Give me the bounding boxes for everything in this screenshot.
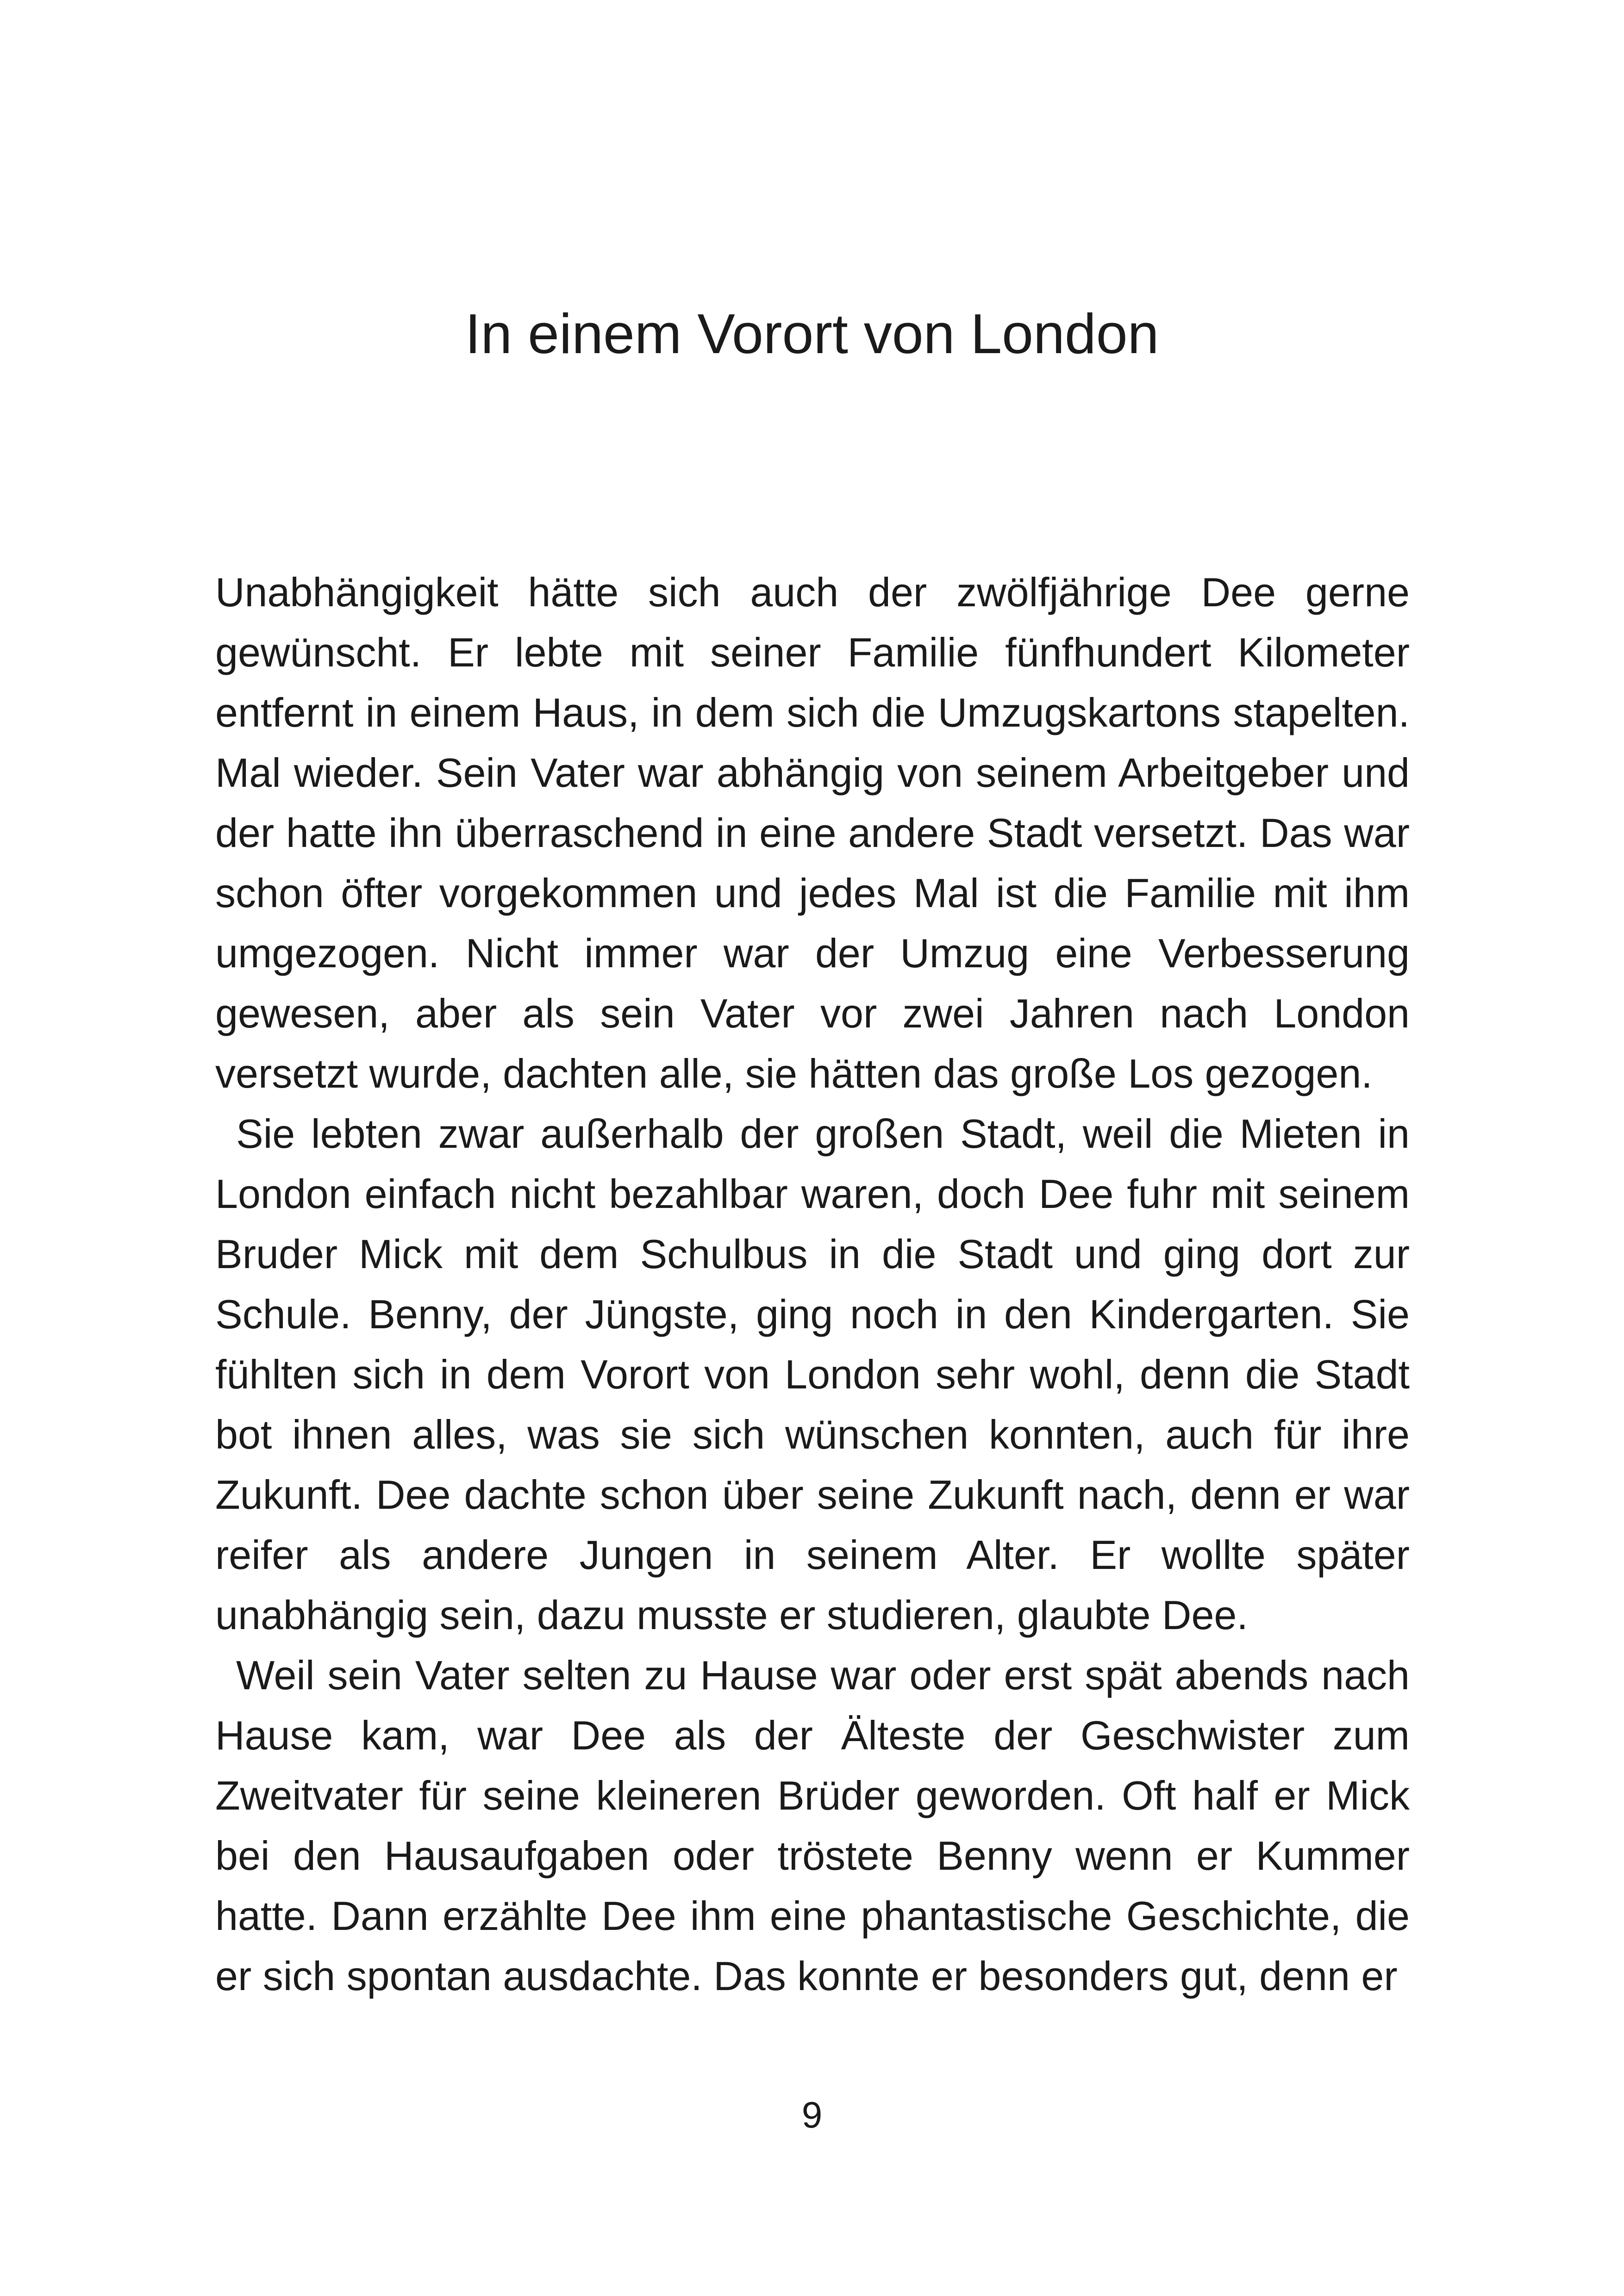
paragraph-1: Unabhängigkeit hätte sich auch der zwölfjährige Dee gerne gewünscht. Er lebte mit seiner Familie fünfhundert Kilometer entfernt in einem Haus, in dem sich die Umzugskartons stapelten. Mal wieder. Sein Vater war abhängig von seinem Arbeitgeber und der hatte ihn überraschend in eine andere Stadt versetzt. Das war schon öfter vorgekommen und jedes Mal ist die Familie mit ihm umgezogen. Nicht immer war der Umzug eine Verbesserung gewesen, aber als sein Vater vor zwei Jahren nach London versetzt wurde, dachten alle, sie hätten das große Los gezogen. — [215, 569, 1410, 1096]
body-text — [215, 562, 1410, 2006]
paragraph-2: Sie lebten zwar außerhalb der großen Stadt, weil die Mieten in London einfach nicht bezahlbar waren, doch Dee fuhr mit seinem Bruder Mick mit dem Schulbus in die Stadt und ging dort zur Schule. Benny, der Jüngste, ging noch in den Kindergarten. Sie fühlten sich in dem Vorort von London sehr wohl, denn die Stadt bot ihnen alles, was sie sich wünschen konnten, auch für ihre Zukunft. Dee dachte schon über seine Zukunft nach, denn er war reifer als andere Jungen in seinem Alter. Er wollte später unabhängig sein, dazu musste er studieren, glaubte Dee. — [215, 1111, 1410, 1638]
paragraph-3: Weil sein Vater selten zu Hause war oder erst spät abends nach Hause kam, war Dee als der Älteste der Geschwister zum Zweitvater für seine kleineren Brüder geworden. Oft half er Mick bei den Hausaufgaben oder tröstete Benny wenn er Kummer hatte. Dann erzählte Dee ihm eine phantastische Geschichte, die er sich spontan ausdachte. Das konnte er besonders gut, denn er — [215, 1652, 1410, 1999]
page-number: 9 — [801, 2094, 823, 2135]
chapter-title: In einem Vorort von London — [465, 302, 1159, 365]
